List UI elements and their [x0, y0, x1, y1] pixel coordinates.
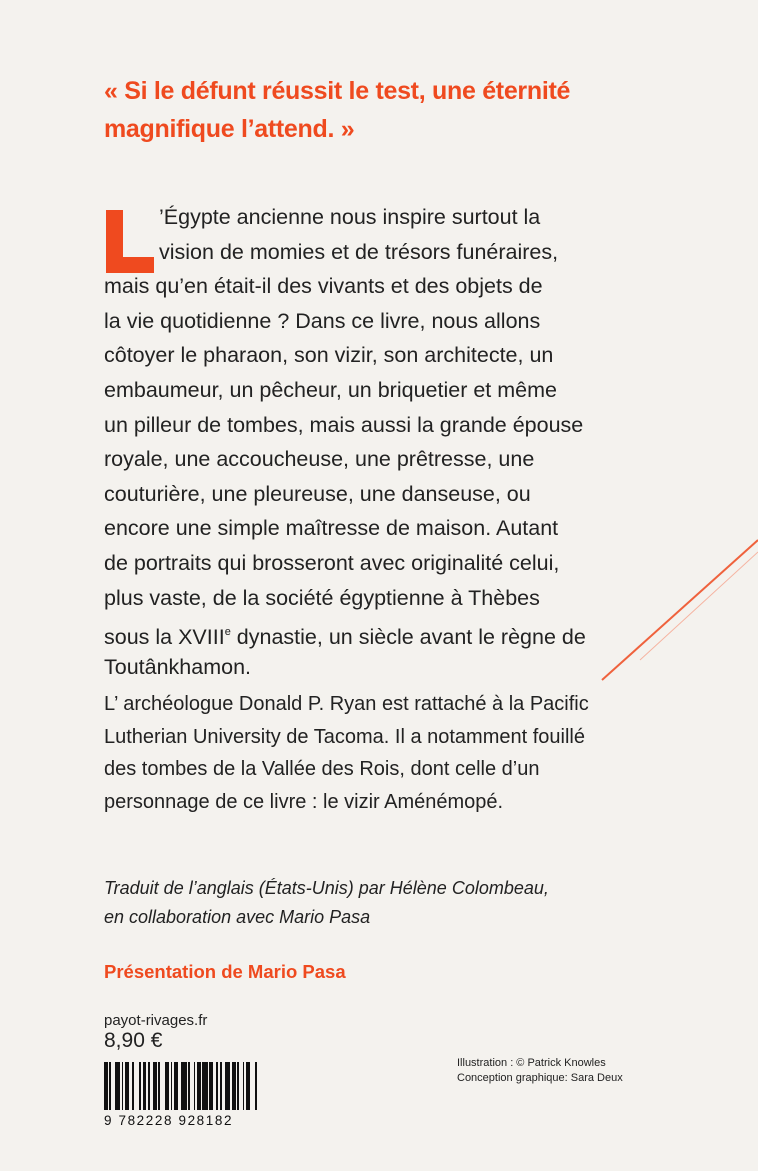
blurb-text: dynastie, un siècle avant le règne de: [230, 625, 586, 650]
author-note-line: des tombes de la Vallée des Rois, dont celle d’un: [104, 758, 540, 780]
translation-line: Traduit de l’anglais (États-Unis) par Hélène Colombeau,: [104, 878, 549, 898]
translation-credit: [104, 874, 704, 932]
blurb-line: ’Égypte ancienne nous inspire surtout la: [159, 205, 541, 229]
blurb-line: mais qu’en était-il des vivants et des objets de: [104, 274, 543, 299]
blurb-line: de portraits qui brosseront avec originalité celui,: [104, 550, 560, 575]
publisher-website: payot-rivages.fr: [104, 1012, 208, 1029]
pull-quote-line-2: magnifique l’attend. »: [104, 115, 355, 143]
blurb-text: sous la XVIII: [104, 625, 225, 650]
presentation-credit: Présentation de Mario Pasa: [104, 961, 346, 982]
blurb-line: [104, 615, 664, 650]
price-label: 8,90 €: [104, 1029, 163, 1052]
author-note: [104, 688, 684, 818]
blurb-paragraph: [104, 200, 664, 684]
illustration-credit: Illustration : © Patrick Knowles: [457, 1057, 606, 1069]
ordinal-superscript: e: [224, 626, 231, 639]
author-note-line: L’ archéologue Donald P. Ryan est rattaché à la Pacific: [104, 693, 589, 715]
blurb-line: couturière, une pleureuse, une danseuse, ou: [104, 481, 531, 506]
blurb-line: embaumeur, un pêcheur, un briquetier et même: [104, 377, 557, 402]
blurb-line: royale, une accoucheuse, une prêtresse, une: [104, 447, 535, 472]
blurb-line: côtoyer le pharaon, son vizir, son architecte, un: [104, 343, 554, 368]
blurb-line: Toutânkhamon.: [104, 654, 252, 679]
translation-line: en collaboration avec Mario Pasa: [104, 907, 371, 927]
pull-quote: [104, 72, 704, 148]
author-note-line: Lutherian University de Tacoma. Il a notamment fouillé: [104, 725, 585, 748]
blurb-line: la vie quotidienne ? Dans ce livre, nous allons: [104, 308, 541, 333]
blurb-line: encore une simple maîtresse de maison. Autant: [104, 516, 559, 541]
blurb-line: vision de momies et de trésors funéraires,: [159, 239, 559, 264]
author-note-line: personnage de ce livre : le vizir Aménémopé.: [104, 790, 504, 813]
blurb-line: un pilleur de tombes, mais aussi la grande épouse: [104, 412, 584, 437]
isbn-digits: 9 782228 928182: [104, 1113, 234, 1128]
pull-quote-line-1: « Si le défunt réussit le test, une éternité: [104, 77, 571, 105]
blurb-line: plus vaste, de la société égyptienne à Thèbes: [104, 585, 540, 610]
isbn-barcode: [104, 1062, 259, 1110]
design-credit: Conception graphique: Sara Deux: [457, 1072, 623, 1084]
cover-credits: [457, 1056, 623, 1086]
